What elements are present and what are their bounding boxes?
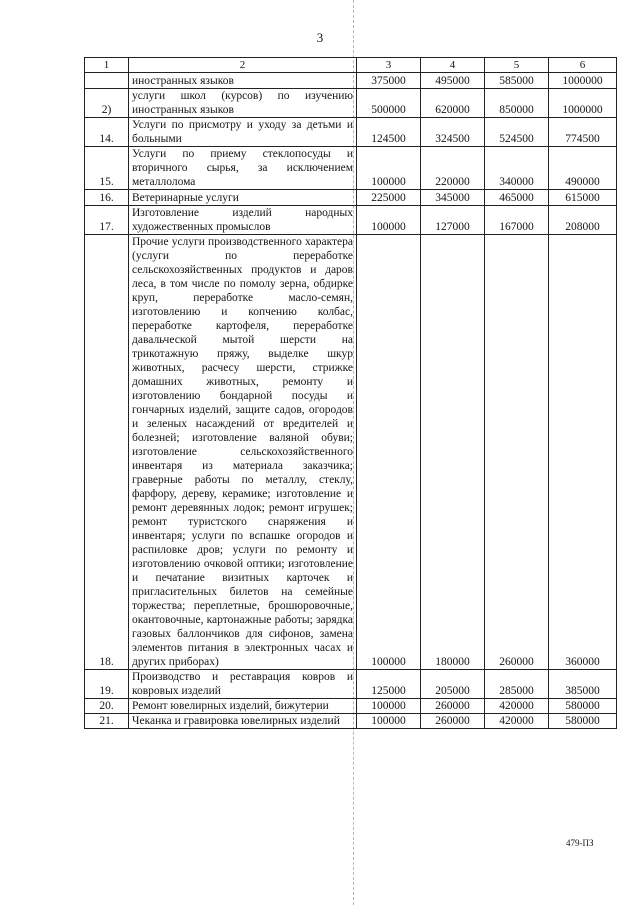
rate-value: 490000 <box>549 147 617 190</box>
rate-value: 260000 <box>421 714 485 729</box>
service-description: Услуги по присмотру и уходу за детьми и больными <box>129 118 357 147</box>
row-number: 15. <box>85 147 129 190</box>
table-row <box>85 235 617 670</box>
service-description: услуги школ (курсов) по изучению иностранных языков <box>129 89 357 118</box>
rate-value: 580000 <box>549 714 617 729</box>
service-description: Ветеринарные услуги <box>129 190 357 206</box>
table-row <box>85 206 617 235</box>
row-number: 21. <box>85 714 129 729</box>
column-header: 3 <box>357 58 421 73</box>
rate-value: 774500 <box>549 118 617 147</box>
rate-value: 127000 <box>421 206 485 235</box>
column-header: 5 <box>485 58 549 73</box>
row-number: 16. <box>85 190 129 206</box>
table-row <box>85 190 617 206</box>
rate-value: 225000 <box>357 190 421 206</box>
rate-value: 100000 <box>357 206 421 235</box>
rate-value: 375000 <box>357 73 421 89</box>
table-row <box>85 699 617 714</box>
rate-value: 420000 <box>485 714 549 729</box>
service-description: Производство и реставрация ковров и ковровых изделий <box>129 670 357 699</box>
service-description: Ремонт ювелирных изделий, бижутерии <box>129 699 357 714</box>
rate-value: 100000 <box>357 714 421 729</box>
table-row <box>85 73 617 89</box>
rate-value: 100000 <box>357 147 421 190</box>
rate-value: 285000 <box>485 670 549 699</box>
rate-value: 124500 <box>357 118 421 147</box>
rate-value: 125000 <box>357 670 421 699</box>
document-code: 479-ПЗ <box>566 838 594 848</box>
rate-value: 585000 <box>485 73 549 89</box>
rate-value: 260000 <box>485 235 549 670</box>
service-description: Чеканка и гравировка ювелирных изделий <box>129 714 357 729</box>
column-header: 6 <box>549 58 617 73</box>
table-row <box>85 714 617 729</box>
table-row <box>85 118 617 147</box>
rate-value: 524500 <box>485 118 549 147</box>
row-number: 18. <box>85 235 129 670</box>
column-header: 1 <box>85 58 129 73</box>
rate-value: 465000 <box>485 190 549 206</box>
rate-value: 420000 <box>485 699 549 714</box>
table-row <box>85 147 617 190</box>
table-row <box>85 670 617 699</box>
rate-value: 850000 <box>485 89 549 118</box>
row-number: 2) <box>85 89 129 118</box>
rate-value: 100000 <box>357 699 421 714</box>
rate-value: 345000 <box>421 190 485 206</box>
table-header-row <box>85 58 617 73</box>
rate-value: 1000000 <box>549 89 617 118</box>
row-number: 14. <box>85 118 129 147</box>
row-number: 17. <box>85 206 129 235</box>
rate-value: 220000 <box>421 147 485 190</box>
rate-value: 205000 <box>421 670 485 699</box>
rate-value: 260000 <box>421 699 485 714</box>
rate-value: 620000 <box>421 89 485 118</box>
rate-value: 180000 <box>421 235 485 670</box>
column-header: 4 <box>421 58 485 73</box>
row-number <box>85 73 129 89</box>
column-header: 2 <box>129 58 357 73</box>
rate-value: 385000 <box>549 670 617 699</box>
service-description: иностранных языков <box>129 73 357 89</box>
rate-value: 1000000 <box>549 73 617 89</box>
rate-value: 167000 <box>485 206 549 235</box>
rate-value: 340000 <box>485 147 549 190</box>
table-row <box>85 89 617 118</box>
row-number: 20. <box>85 699 129 714</box>
rate-value: 360000 <box>549 235 617 670</box>
rate-value: 580000 <box>549 699 617 714</box>
rate-value: 500000 <box>357 89 421 118</box>
service-description: Изготовление изделий народных художественных промыслов <box>129 206 357 235</box>
rate-value: 324500 <box>421 118 485 147</box>
tariff-table <box>84 57 617 729</box>
page-number: 3 <box>316 30 324 45</box>
rate-value: 495000 <box>421 73 485 89</box>
service-description: Прочие услуги производственного характера (услуги по переработке сельскохозяйственных продуктов и даров леса, в том числе по помолу зерна, обдирке круп, переработке масло-семян, изготовлению и копчению колбас, переработке картофеля, переработке давальческой мытой шерсти на трикотажную пряжу, выделке шкур животных, расчесу шерсти, стрижке домашних животных, ремонту и изготовлению бондарной посуды и гончарных изделий, защите садов, огородов и зеленых насаждений от вредителей и болезней; изготовление валяной обуви; изготовление сельскохозяйственного инвентаря из материала заказчика; граверные работы по металлу, стеклу, фарфору, дереву, керамике; изготовление и ремонт деревянных лодок; ремонт игрушек; ремонт туристского снаряжения и инвентаря; услуги по вспашке огородов и распиловке дров; услуги по ремонту и изготовлению очковой оптики; изготовление и печатание визитных карточек и пригласительных билетов на семейные торжества; переплетные, брошюровочные, окантовочные, картонажные работы; зарядка газовых баллончиков для сифонов, замена элементов питания в электронных часах и других приборах) <box>129 235 357 670</box>
rate-value: 100000 <box>357 235 421 670</box>
rate-value: 615000 <box>549 190 617 206</box>
service-description: Услуги по приему стеклопосуды и вторичного сырья, за исключением металлолома <box>129 147 357 190</box>
rate-value: 208000 <box>549 206 617 235</box>
row-number: 19. <box>85 670 129 699</box>
